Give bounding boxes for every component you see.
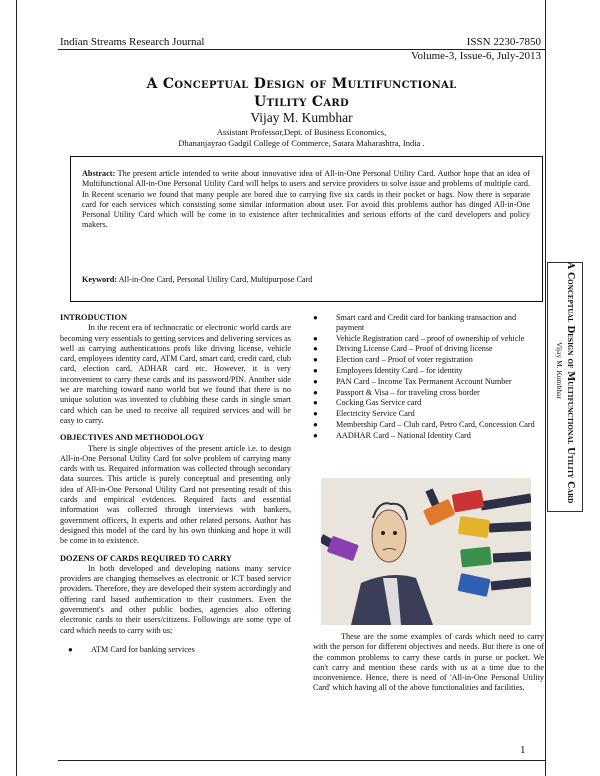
paper-title [58, 75, 545, 111]
affiliation [58, 127, 545, 149]
affiliation-line-1: Assistant Professor,Dept. of Business Economics, [216, 127, 387, 137]
objectives-heading: OBJECTIVES AND METHODOLOGY [60, 433, 205, 443]
footer-rule [58, 760, 545, 761]
cards-illustration [321, 478, 531, 625]
author-name: Vijay M. Kumbhar [250, 110, 353, 125]
left-column [60, 313, 291, 656]
list-item: ● Smart card and Credit card for banking transaction and payment [313, 313, 543, 333]
objectives-paragraph: There is single objectives of the present article i.e. to design All-in-One Personal Utility Card for solve problem of carrying many cards with us. Required information was collected through secondary data sources. This article is purely conceptual and presenting only idea of All-in-One Personal Utility Card not presenting result of this cards and empirical evidences. Required facts and essential information was collected through interviews with bankers, government officers, It experts and other related persons. Author has designed this model of the card by his own thinking and hope it will be come in to existence. [60, 443, 291, 546]
list-item: ● Electricity Service Card [313, 409, 543, 419]
side-tab-author: Vijay M. Kumbhar [555, 342, 564, 399]
title-line-2: Utility Card [254, 94, 349, 110]
man-eye-left [381, 531, 385, 535]
intro-paragraph: In the recent era of technocratic or electronic world cards are becoming very essentials to getting services and delivering services as well as carrying authentications profs like driving license, vehicle card, employees identity card, ATM Card, smart card, credit card, club card, election card, ADHAR card etc. However, it is very inconvenient to carry these cards and its password/PIN. Another side we are marching toward nano world but we found that there is no unique solution was invented to clubbing these cards in single smart card which can be used to receive all required services and will be easy to carry. [60, 323, 291, 425]
list-item: ● Vehicle Registration card – proof of ownership of vehicle [313, 334, 543, 344]
list-item: ● Membership Card – Club card, Petro Card, Concession Card [313, 420, 543, 430]
dozens-heading: DOZENS OF CARDS REQUIRED TO CARRY [60, 553, 232, 563]
list-item: ● Election card – Proof of voter registration [313, 355, 543, 365]
list-item: ● AADHAR Card – National Identity Card [313, 431, 543, 441]
title-line-1: A Conceptual Design of Multifunctional [146, 76, 457, 92]
arm-2 [489, 526, 531, 528]
page-number: 1 [520, 744, 526, 756]
abstract-text: The present article intended to write about innovative idea of All-in-One Personal Utility Card. Author hope that an idea of Multifunctional All-in-One Personal Utility Card will helps to users and service providers to solve issue and problems of multiple card. In Recent scenario we found that many people are bored due to carrying five six cards in their pocket or bags. Now there is separate card for each services which consisting some similar information about user. For avoid this problems author has dinged All-in-One Personal Utility Card which will be come in to existence after technicalities and serious efforts of the card developers and policy makers. [82, 169, 530, 230]
keywords-line [82, 275, 530, 285]
list-item: ● Employees Identity Card – for identity [313, 366, 543, 376]
arm-4 [491, 582, 531, 586]
issn: ISSN 2230-7850 [466, 36, 541, 48]
card-type-list [313, 313, 543, 442]
abstract-paragraph [82, 169, 530, 231]
keywords-label: Keyword: [82, 275, 118, 284]
list-item: ● ATM Card for banking services [68, 645, 291, 655]
dozens-paragraph: In both developed and developing nations many service providers are changing themselves as electronic or ICT based service providers. Therefore, they are developed their system accordingly and offering card based authentication to their customers. Even the government's and other public bodies, agencies also offering electronic cards to their users/citizens. Followings are some type of card which needs to carry with us; [60, 563, 291, 635]
keywords-text: All-in-One Card, Personal Utility Card, Multipurpose Card [118, 275, 313, 284]
list-item: ● Passport & Visa – for traveling cross border [313, 388, 543, 398]
affiliation-line-2: Dhananjayrao Gadgil College of Commerce, Satara Maharashtra, India . [178, 138, 425, 148]
list-item: ● Driving License Card – Proof of driving license [313, 344, 543, 354]
left-margin-line [16, 0, 17, 776]
arm-3 [493, 556, 531, 558]
left-bullet-list [68, 645, 291, 655]
abstract-label: Abstract: [82, 169, 116, 178]
man-head [372, 510, 406, 562]
list-item: ● PAN Card – Income Tax Permanent Account Number [313, 377, 543, 387]
right-margin-line [545, 0, 546, 776]
closing-paragraph [313, 632, 544, 694]
abstract-box [70, 156, 543, 302]
card-green [460, 546, 492, 567]
man-eye-right [393, 531, 397, 535]
side-tab-title: A Conceptual Design of Multifunctional Utility Card [565, 262, 575, 504]
journal-name: Indian Streams Research Journal [60, 36, 205, 48]
intro-heading: INTRODUCTION [60, 313, 128, 322]
volume-issue: Volume-3, Issue-6, July-2013 [411, 50, 541, 62]
closing-text: These are the some examples of cards which need to carry with the person for different objectives and needs. But there is one of the common problems to carry these cards in purse or pocket. We can't carry and mention these cards with us at a time due to the inconvenience. Hence, there is need of 'All-in-One Personal Utility Card' which having all of the above functionalities and facilities. [313, 632, 544, 693]
list-item: ● Cocking Gas Service card [313, 398, 543, 408]
